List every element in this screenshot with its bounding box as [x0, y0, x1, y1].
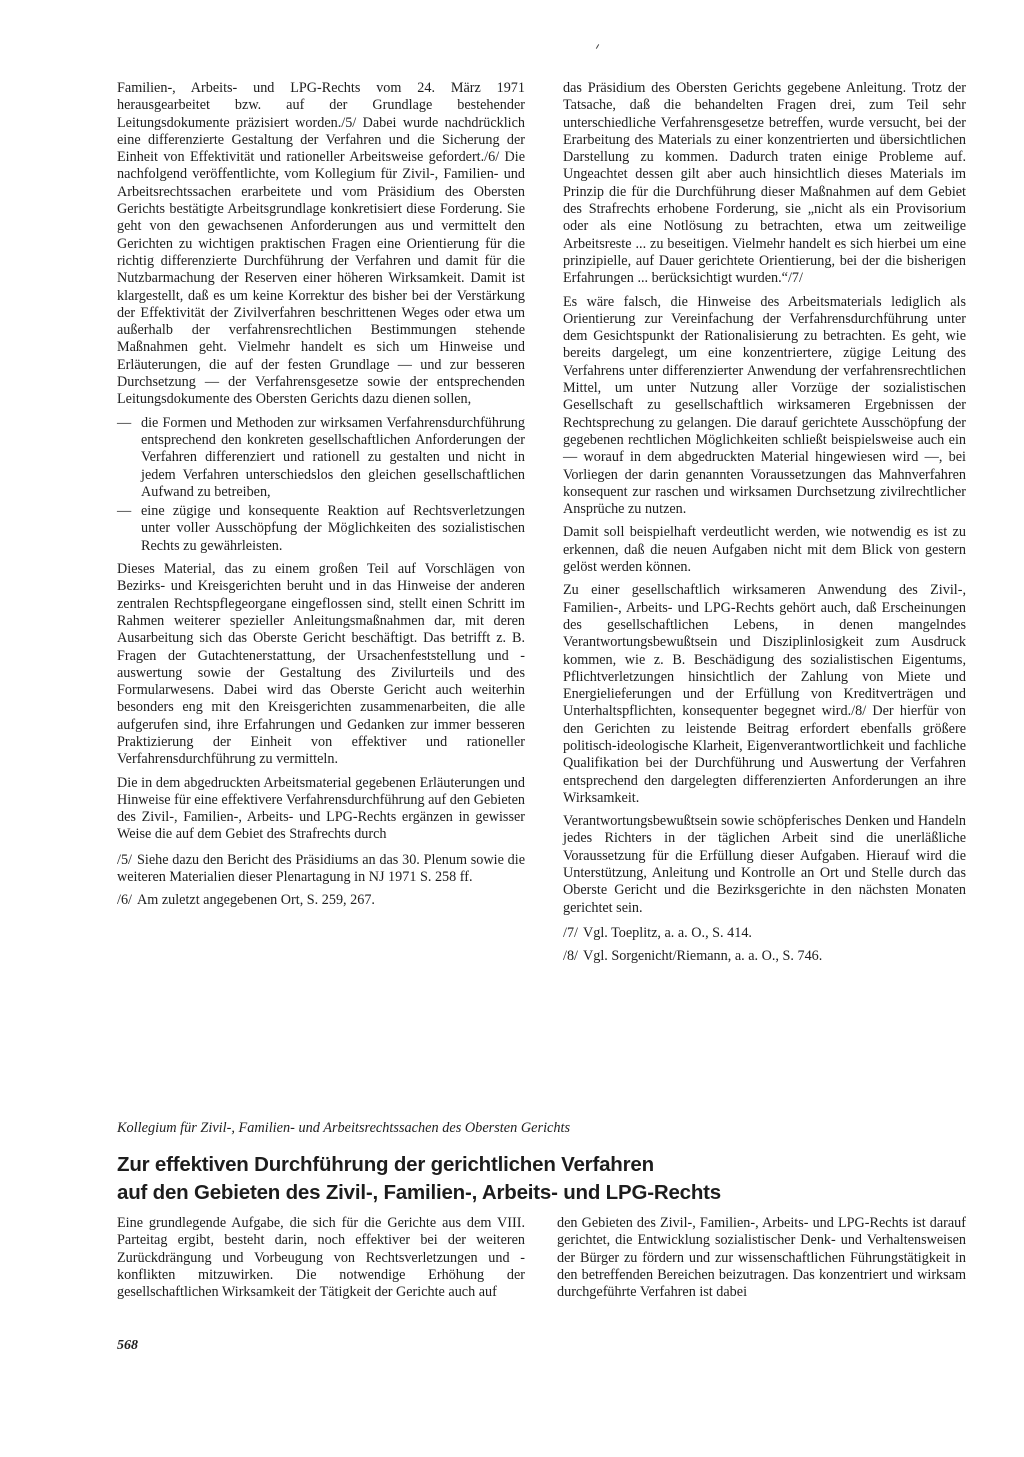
paragraph: Dieses Material, das zu einem großen Teil auf Vorschlägen von Bezirks- und Kreisgerichten beruht und in das Hinweise der anderen zentralen Rechtspflegeorgane eingeflossen sind, stellt einen Schritt im Rahmen weiterer spezieller Anleitungsmaßnahmen dar, mit deren Ausarbeitung sich das Oberste Gericht beschäftigt. Das betrifft z. B. Fragen der Gutachtenerstattung, der Ursachenfeststellung und -auswertung sowie der Gestaltung des Zivilurteils und des Formularwesens. Dabei wird das Oberste Gericht auch weiterhin besonders eng mit den Kreisgerichten zusammenarbeiten, die alle aufgerufen sind, ihre Erfahrungen und Gedanken zur immer besseren Praktizierung der Einheit von effektiver und rationeller Verfahrensdurchführung zu vermitteln.	[117, 561, 525, 768]
footnote-mark: /7/	[563, 924, 578, 941]
footnote-text: Am zuletzt angegebenen Ort, S. 259, 267.	[137, 892, 375, 909]
section-title-line: auf den Gebieten des Zivil-, Familien-, Arbeits- und LPG-Rechts	[117, 1181, 722, 1204]
article-right-column	[557, 1215, 966, 1307]
paragraph: Eine grundlegende Aufgabe, die sich für die Gerichte aus dem VIII. Parteitag ergibt, besteht darin, noch effektiver bei der weiteren Zurückdrängung und Vorbeugung von Rechtsverletzungen und -konflikten mitzuwirken. Die notwendige Erhöhung der gesellschaftlichen Wirksamkeit der Tätigkeit der Gerichte auch auf	[117, 1215, 525, 1301]
footnote-mark: /6/	[117, 892, 132, 909]
section-title-line: Zur effektiven Durchführung der gerichtlichen Verfahren	[117, 1153, 654, 1176]
paragraph: Die in dem abgedruckten Arbeitsmaterial gegebenen Erläuterungen und Hinweise für eine effektivere Verfahrensdurchführung auf den Gebieten des Zivil-, Familien-, Arbeits- und LPG-Rechts ergänzen in gewisser Weise die auf dem Gebiet des Strafrechts durch	[117, 774, 525, 843]
list-item: — eine zügige und konsequente Reaktion auf Rechtsverletzungen unter voller Ausschöpfung der Möglichkeiten des sozialistischen Rechts zu gewährleisten.	[117, 503, 525, 555]
section-title	[117, 1151, 997, 1207]
left-column	[117, 80, 525, 916]
paragraph: das Präsidium des Obersten Gerichts gegebene Anleitung. Trotz der Tatsache, daß die behandelten Fragen drei, zum Teil sehr unterschiedliche Verfahrensgesetze betreffen, wurde versucht, bei der Erarbeitung des Materials zu einer konzentrierten und übersichtlichen Darstellung zu kommen. Dadurch traten einige Probleme auf. Ungeachtet dessen gilt aber auch hinsichtlich dieses Materials im Prinzip die für die Durchführung dieser Maßnahmen auf dem Gebiet des Strafrechts erhobene Forderung, sie „nicht als ein Provisorium oder als eine Notlösung zu betrachten, etwa um zeitweilige Arbeitsreste ... zu beseitigen. Vielmehr handelt es sich hierbei um eine prinzipielle, auf Dauer gerichtete Orientierung, bei der die bisherigen Erfahrungen ... berücksichtigt wurden.“/7/	[563, 80, 966, 287]
bullet-list	[117, 415, 525, 555]
footnote-text: Vgl. Toeplitz, a. a. O., S. 414.	[583, 924, 752, 941]
page-number: 568	[117, 1338, 138, 1353]
footnote-mark: /5/	[117, 851, 132, 868]
paragraph: Zu einer gesellschaftlich wirksameren Anwendung des Zivil-, Familien-, Arbeits- und LPG-Rechts gehört auch, daß Erscheinungen des gesellschaftlichen Lebens, in denen mangelndes Verantwortungsbewußtsein und Disziplinlosigkeit zum Ausdruck kommen, wie z. B. Beschädigung des sozialistischen Eigentums, Pflichtverletzungen hinsichtlich der Zahlung von Miete und Energielieferungen und der Erfüllung von Kreditverträgen und Unterhaltspflichten, konsequenter begegnet wird./8/ Der hierfür von den Gerichten zu leistende Beitrag erfordert ebenfalls größere politisch-ideologische Klarheit, Eigenverantwortlichkeit und fachliche Qualifikation bei der Durchführung und Auswertung der Verfahren entsprechend den dargelegten differenzierten Anforderungen an ihre Wirksamkeit.	[563, 582, 966, 806]
section-kicker: Kollegium für Zivil-, Familien- und Arbeitsrechtssachen des Obersten Gerichts	[117, 1120, 571, 1136]
paragraph: Damit soll beispielhaft verdeutlicht werden, wie notwendig es ist zu erkennen, daß die neuen Aufgaben nicht mit dem Blick von gestern gelöst werden können.	[563, 524, 966, 576]
list-item: — die Formen und Methoden zur wirksamen Verfahrensdurchführung entsprechend den konkreten gesellschaftlichen Anforderungen der Verfahren differenziert und rationell zu gestalten und nicht in jedem Verfahren unterschiedslos den gleichen gesellschaftlichen Aufwand zu betreiben,	[117, 415, 525, 501]
footnote	[563, 925, 966, 942]
paragraph: Es wäre falsch, die Hinweise des Arbeitsmaterials lediglich als Orientierung zur Vereinfachung der Verfahrensdurchführung unter dem Gesichtspunkt der Rationalisierung zu betrachten. Es geht, wie bereits dargelegt, um eine konzentriertere, zügige Leitung des Verfahrens unter differenzierter Anwendung der verfahrensrechtlichen Mittel, um unter Nutzung aller Vorzüge der sozialistischen Gesellschaft zu gesellschaftlich wirksameren Ergebnissen der Rechtsprechung zu gelangen. Die darauf gerichtete Ausschöpfung der gegebenen rechtlichen Möglichkeiten schließt beispielsweise auch ein — worauf in dem abgedruckten Material hingewiesen wird —, bei Vorliegen der darin genannten Voraussetzungen das Mahnverfahren konsequent zur raschen und wirksamen Durchsetzung zivilrechtlicher Ansprüche zu nutzen.	[563, 293, 966, 518]
footnote-text: Vgl. Sorgenicht/Riemann, a. a. O., S. 746.	[583, 948, 823, 965]
article-left-column	[117, 1215, 525, 1307]
footnotes-left	[117, 852, 525, 910]
footnote	[563, 948, 966, 965]
footnotes-right	[563, 925, 966, 966]
paragraph: den Gebieten des Zivil-, Familien-, Arbeits- und LPG-Rechts ist darauf gerichtet, die Entwicklung sozialistischer Denk- und Verhaltensweisen der Bürger zu fördern und zur wissenschaftlichen Führungstätigkeit in den betreffenden Bereichen beizutragen. Das konzentriert und wirksam durchgeführte Verfahren ist dabei	[557, 1215, 966, 1301]
scan-mark	[596, 44, 599, 49]
footnote-text: Siehe dazu den Bericht des Präsidiums an das 30. Plenum sowie die weiteren Materialien dieser Plenartagung in NJ 1971 S. 258 ff.	[117, 851, 525, 886]
footnote	[117, 852, 525, 887]
paragraph: Verantwortungsbewußtsein sowie schöpferisches Denken und Handeln jedes Richters in der täglichen Arbeit sind die unerläßliche Voraussetzung für die Erfüllung dieser Aufgaben. Hierauf wird die Unterstützung, Anleitung und Kontrolle an Ort und Stelle durch das Oberste Gericht und die Bezirksgerichte in den nächsten Monaten gerichtet sein.	[563, 813, 966, 916]
footnote	[117, 892, 525, 909]
right-column	[563, 80, 966, 972]
paragraph: Familien-, Arbeits- und LPG-Rechts vom 24. März 1971 herausgearbeitet bzw. auf der Grundlage bestehender Leitungsdokumente präzisiert worden./5/ Dabei wurde nachdrücklich eine differenzierte Gestaltung der Verfahren und die Sicherung der Einheit von Effektivität und rationeller Arbeitsweise gefordert./6/ Die nachfolgend veröffentlichte, vom Kollegium für Zivil-, Familien- und Arbeitsrechtssachen erarbeitete und vom Präsidium des Obersten Gerichts bestätigte Arbeitsgrundlage konkretisiert diese Forderung. Sie geht von den gewachsenen Anforderungen aus und vermittelt den Gerichten zu wichtigen praktischen Fragen eine Orientierung für die richtig differenzierte Durchführung der Verfahren und damit für die Nutzbarmachung der Reserven einer höheren Wirksamkeit. Damit ist klargestellt, daß es um keine Korrektur des bisher bei der Verstärkung der Effektivität der Zivilverfahren beschrittenen Weges oder etwa um außerhalb der verfahrensrechtlichen Bestimmungen stehende Maßnahmen geht. Vielmehr handelt es sich um Hinweise und Erläuterungen, die auf der festen Grundlage — und zur besseren Durchsetzung — der Verfahrensgesetze sowie der entsprechenden Leitungsdokumente des Obersten Gerichts dazu dienen sollen,	[117, 80, 525, 408]
footnote-mark: /8/	[563, 948, 578, 965]
